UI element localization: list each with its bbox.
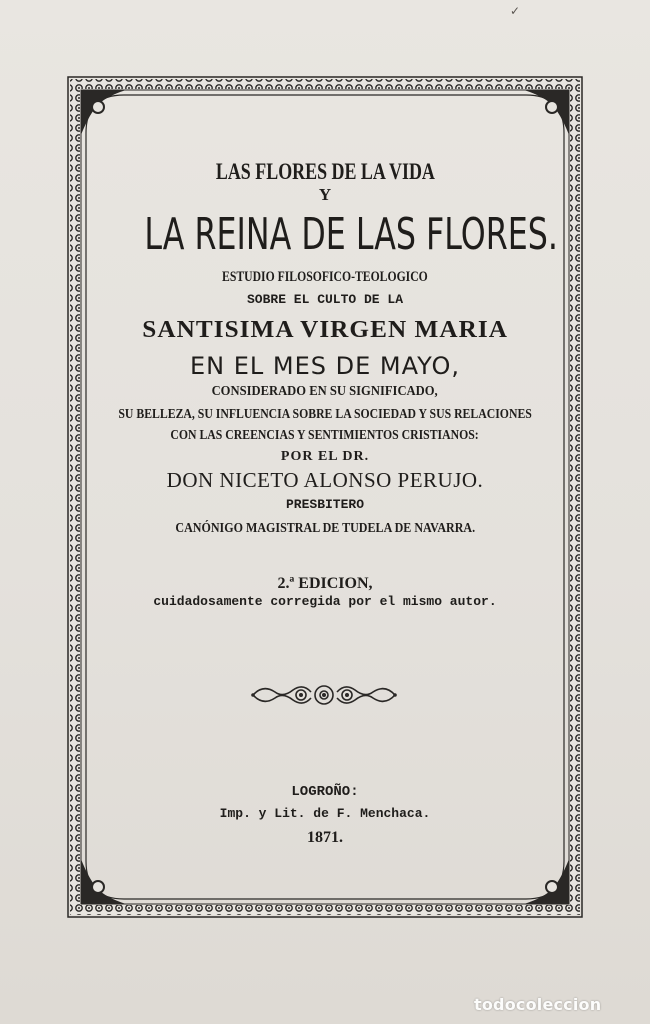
title-line-1: LAS FLORES DE LA VIDA — [215, 159, 435, 184]
imprint-printer: Imp. y Lit. de F. Menchaca. — [219, 806, 431, 821]
watermark-logo: todocoleccion — [474, 995, 602, 1014]
imprint-place: LOGROÑO: — [291, 784, 359, 800]
description-line-3: CON LAS CREENCIAS Y SENTIMIENTOS CRISTIANOS: — [170, 428, 480, 443]
title-page-content — [64, 73, 586, 921]
imprint-year: 1871. — [307, 829, 343, 846]
author-name: DON NICETO ALONSO PERUJO. — [166, 468, 484, 492]
subtitle-virgin-mary: SANTISIMA VIRGEN MARIA — [142, 317, 508, 343]
by-line: POR EL DR. — [280, 449, 370, 464]
edition-label: 2.ª EDICION, — [277, 575, 373, 592]
subtitle-study: ESTUDIO FILOSOFICO-TEOLOGICO — [222, 269, 428, 285]
author-title: PRESBITERO — [285, 497, 364, 512]
corner-pencil-mark: ✓ — [510, 4, 521, 18]
description-line-2: SU BELLEZA, SU INFLUENCIA SOBRE LA SOCIEDAD Y SUS RELACIONES — [118, 407, 532, 422]
edition-note: cuidadosamente corregida por el mismo autor. — [153, 594, 497, 609]
main-title: LA REINA DE LAS FLORES. — [144, 209, 558, 260]
title-conjunction: Y — [318, 185, 332, 204]
author-position: CANÓNIGO MAGISTRAL DE TUDELA DE NAVARRA. — [175, 521, 475, 536]
floral-ornament-icon — [249, 680, 399, 710]
subtitle-month-of-may: EN EL MES DE MAYO, — [189, 352, 461, 380]
description-line-1: CONSIDERADO EN SU SIGNIFICADO, — [211, 384, 439, 399]
subtitle-on-cult: SOBRE EL CULTO DE LA — [246, 292, 404, 307]
